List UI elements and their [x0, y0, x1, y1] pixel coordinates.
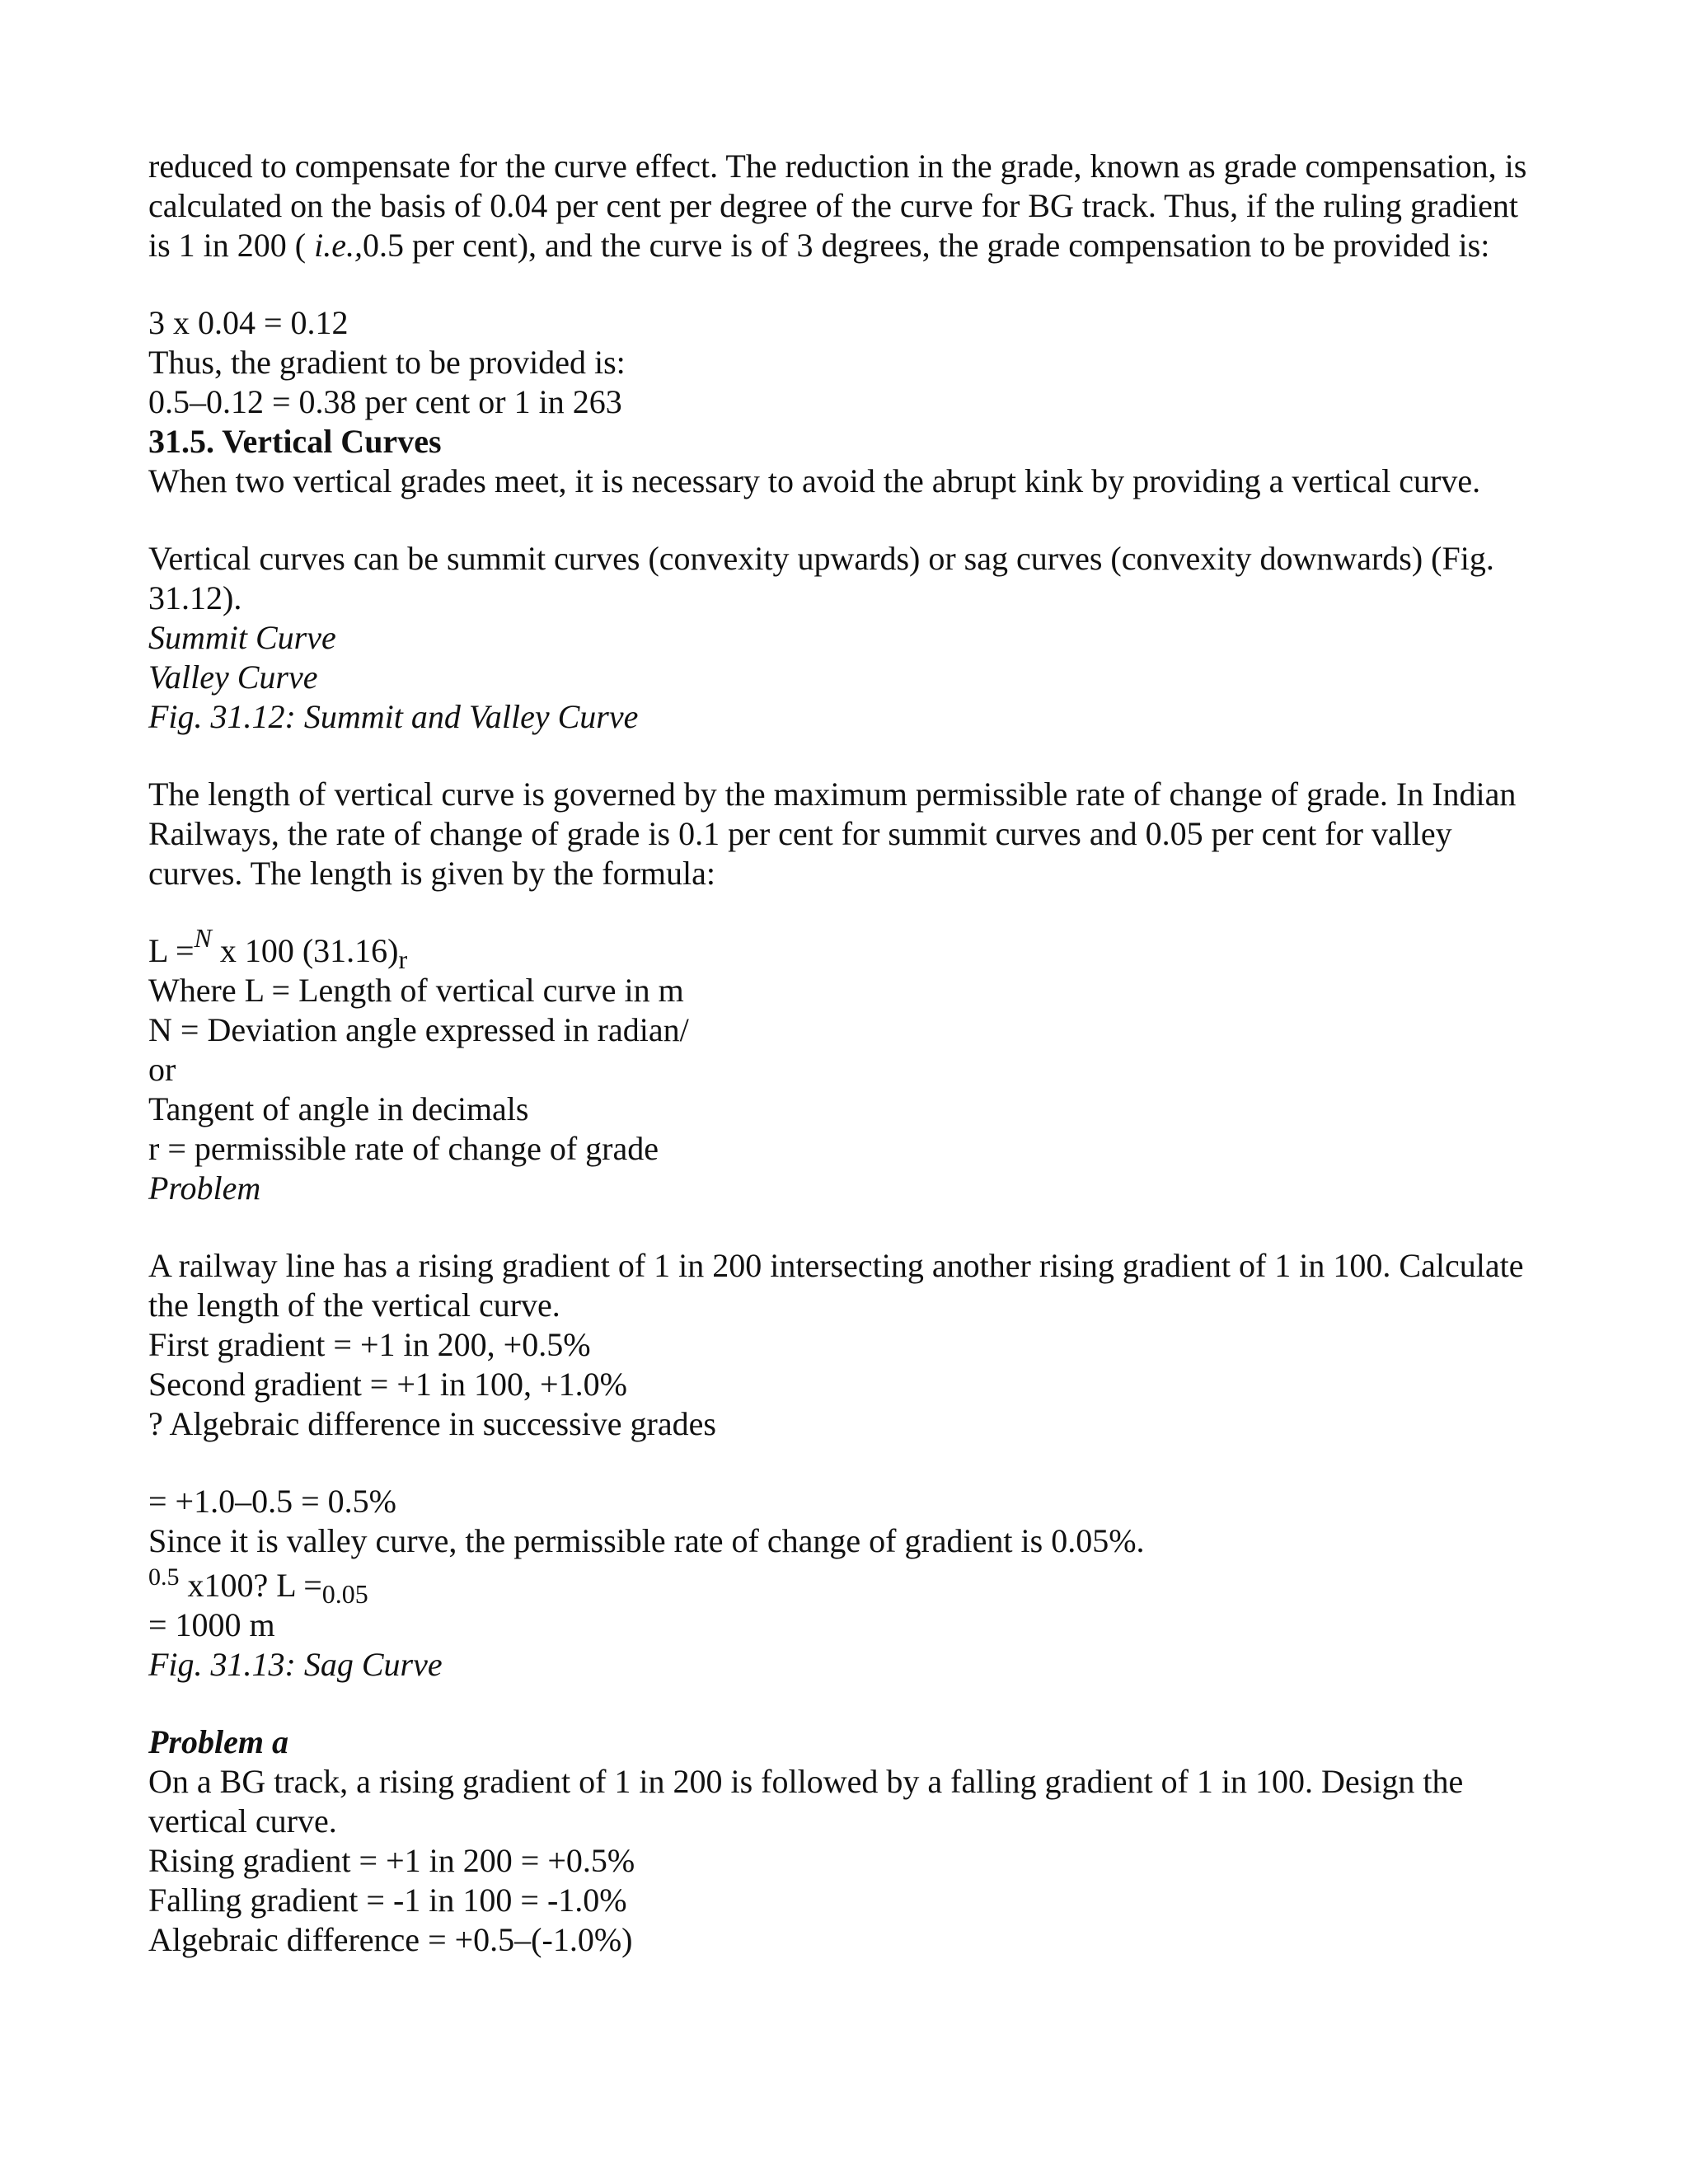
- formula-numerator: N: [194, 923, 212, 953]
- text-line: or: [148, 1051, 176, 1088]
- document-page: [148, 147, 1550, 1960]
- text-line: Vertical curves can be summit curves (convexity upwards) or sag curves (convexity downwards) (Fig.: [148, 540, 1494, 577]
- text-line: = +1.0–0.5 = 0.5%: [148, 1483, 396, 1520]
- text-segment: 0.5 per cent), and the curve is of 3 degrees, the grade compensation to be provided is:: [363, 227, 1490, 264]
- where-block: [148, 971, 1550, 1169]
- text-line: Thus, the gradient to be provided is:: [148, 344, 626, 381]
- formula-line: [148, 923, 1550, 974]
- text-segment: is 1 in 200 (: [148, 227, 315, 264]
- problem-label: Problem: [148, 1169, 261, 1207]
- text-line: 3 x 0.04 = 0.12: [148, 304, 349, 341]
- paragraph-grade-compensation: [148, 147, 1550, 265]
- ie-italic: i.e.,: [314, 227, 363, 264]
- text-line: 0.5–0.12 = 0.38 per cent or 1 in 263: [148, 383, 622, 420]
- formula-denominator: r: [398, 944, 408, 974]
- problem-1: [148, 1246, 1550, 1444]
- text-line: Algebraic difference = +0.5–(-1.0%): [148, 1921, 633, 1958]
- paragraph-vertical-curves: [148, 539, 1550, 618]
- solution-1: [148, 1482, 1550, 1685]
- text-line: r = permissible rate of change of grade: [148, 1130, 659, 1167]
- text-line: Second gradient = +1 in 100, +1.0%: [148, 1366, 627, 1403]
- calculation-block: [148, 303, 1550, 422]
- fraction-denominator: 0.05: [321, 1579, 368, 1609]
- figure-label-summit: Summit Curve: [148, 619, 336, 656]
- text-line: Falling gradient = -1 in 100 = -1.0%: [148, 1882, 627, 1919]
- text-line: Railways, the rate of change of grade is 0.1 per cent for summit curves and 0.05 per cent for valley: [148, 815, 1452, 852]
- text-line: = 1000 m: [148, 1606, 275, 1643]
- text-line: calculated on the basis of 0.04 per cent per degree of the curve for BG track. Thus, if the ruling gradient: [148, 187, 1518, 224]
- text-line: reduced to compensate for the curve effect. The reduction in the grade, known as grade compensation, is: [148, 148, 1527, 185]
- problem-a-label: Problem a: [148, 1723, 288, 1760]
- text-line: curves. The length is given by the formula:: [148, 855, 715, 892]
- text-line: When two vertical grades meet, it is necessary to avoid the abrupt kink by providing a vertical curve.: [148, 462, 1481, 499]
- figure-caption: Fig. 31.13: Sag Curve: [148, 1646, 443, 1683]
- text-line: N = Deviation angle expressed in radian/: [148, 1011, 689, 1048]
- fraction-line: [148, 1563, 1550, 1609]
- text-line: The length of vertical curve is governed by the maximum permissible rate of change of grade. In Indian: [148, 776, 1517, 813]
- text-line: ? Algebraic difference in successive grades: [148, 1405, 716, 1442]
- paragraph-length-formula: [148, 775, 1550, 893]
- text-line: Since it is valley curve, the permissible rate of change of gradient is 0.05%.: [148, 1522, 1145, 1559]
- text-line: [148, 226, 1550, 265]
- figure-label-valley: Valley Curve: [148, 658, 318, 696]
- text-line: A railway line has a rising gradient of 1 in 200 intersecting another rising gradient of 1 in 100. Calculate: [148, 1247, 1524, 1284]
- formula-rest: x 100 (31.16): [211, 932, 399, 969]
- figure-caption: Fig. 31.12: Summit and Valley Curve: [148, 698, 639, 735]
- fraction-middle: x100? L =: [179, 1567, 322, 1604]
- fraction-numerator: 0.5: [148, 1563, 180, 1591]
- section-heading: 31.5. Vertical Curves: [148, 423, 442, 460]
- text-line: Tangent of angle in decimals: [148, 1090, 529, 1127]
- text-line: First gradient = +1 in 200, +0.5%: [148, 1326, 591, 1363]
- text-line: vertical curve.: [148, 1802, 337, 1840]
- text-line: Where L = Length of vertical curve in m: [148, 972, 684, 1009]
- problem-2: [148, 1762, 1550, 1960]
- text-line: Rising gradient = +1 in 200 = +0.5%: [148, 1842, 635, 1879]
- formula-lhs: L =: [148, 932, 195, 969]
- text-line: On a BG track, a rising gradient of 1 in 200 is followed by a falling gradient of 1 in 100. Design the: [148, 1763, 1464, 1800]
- text-line: the length of the vertical curve.: [148, 1286, 560, 1324]
- text-line: 31.12).: [148, 579, 242, 616]
